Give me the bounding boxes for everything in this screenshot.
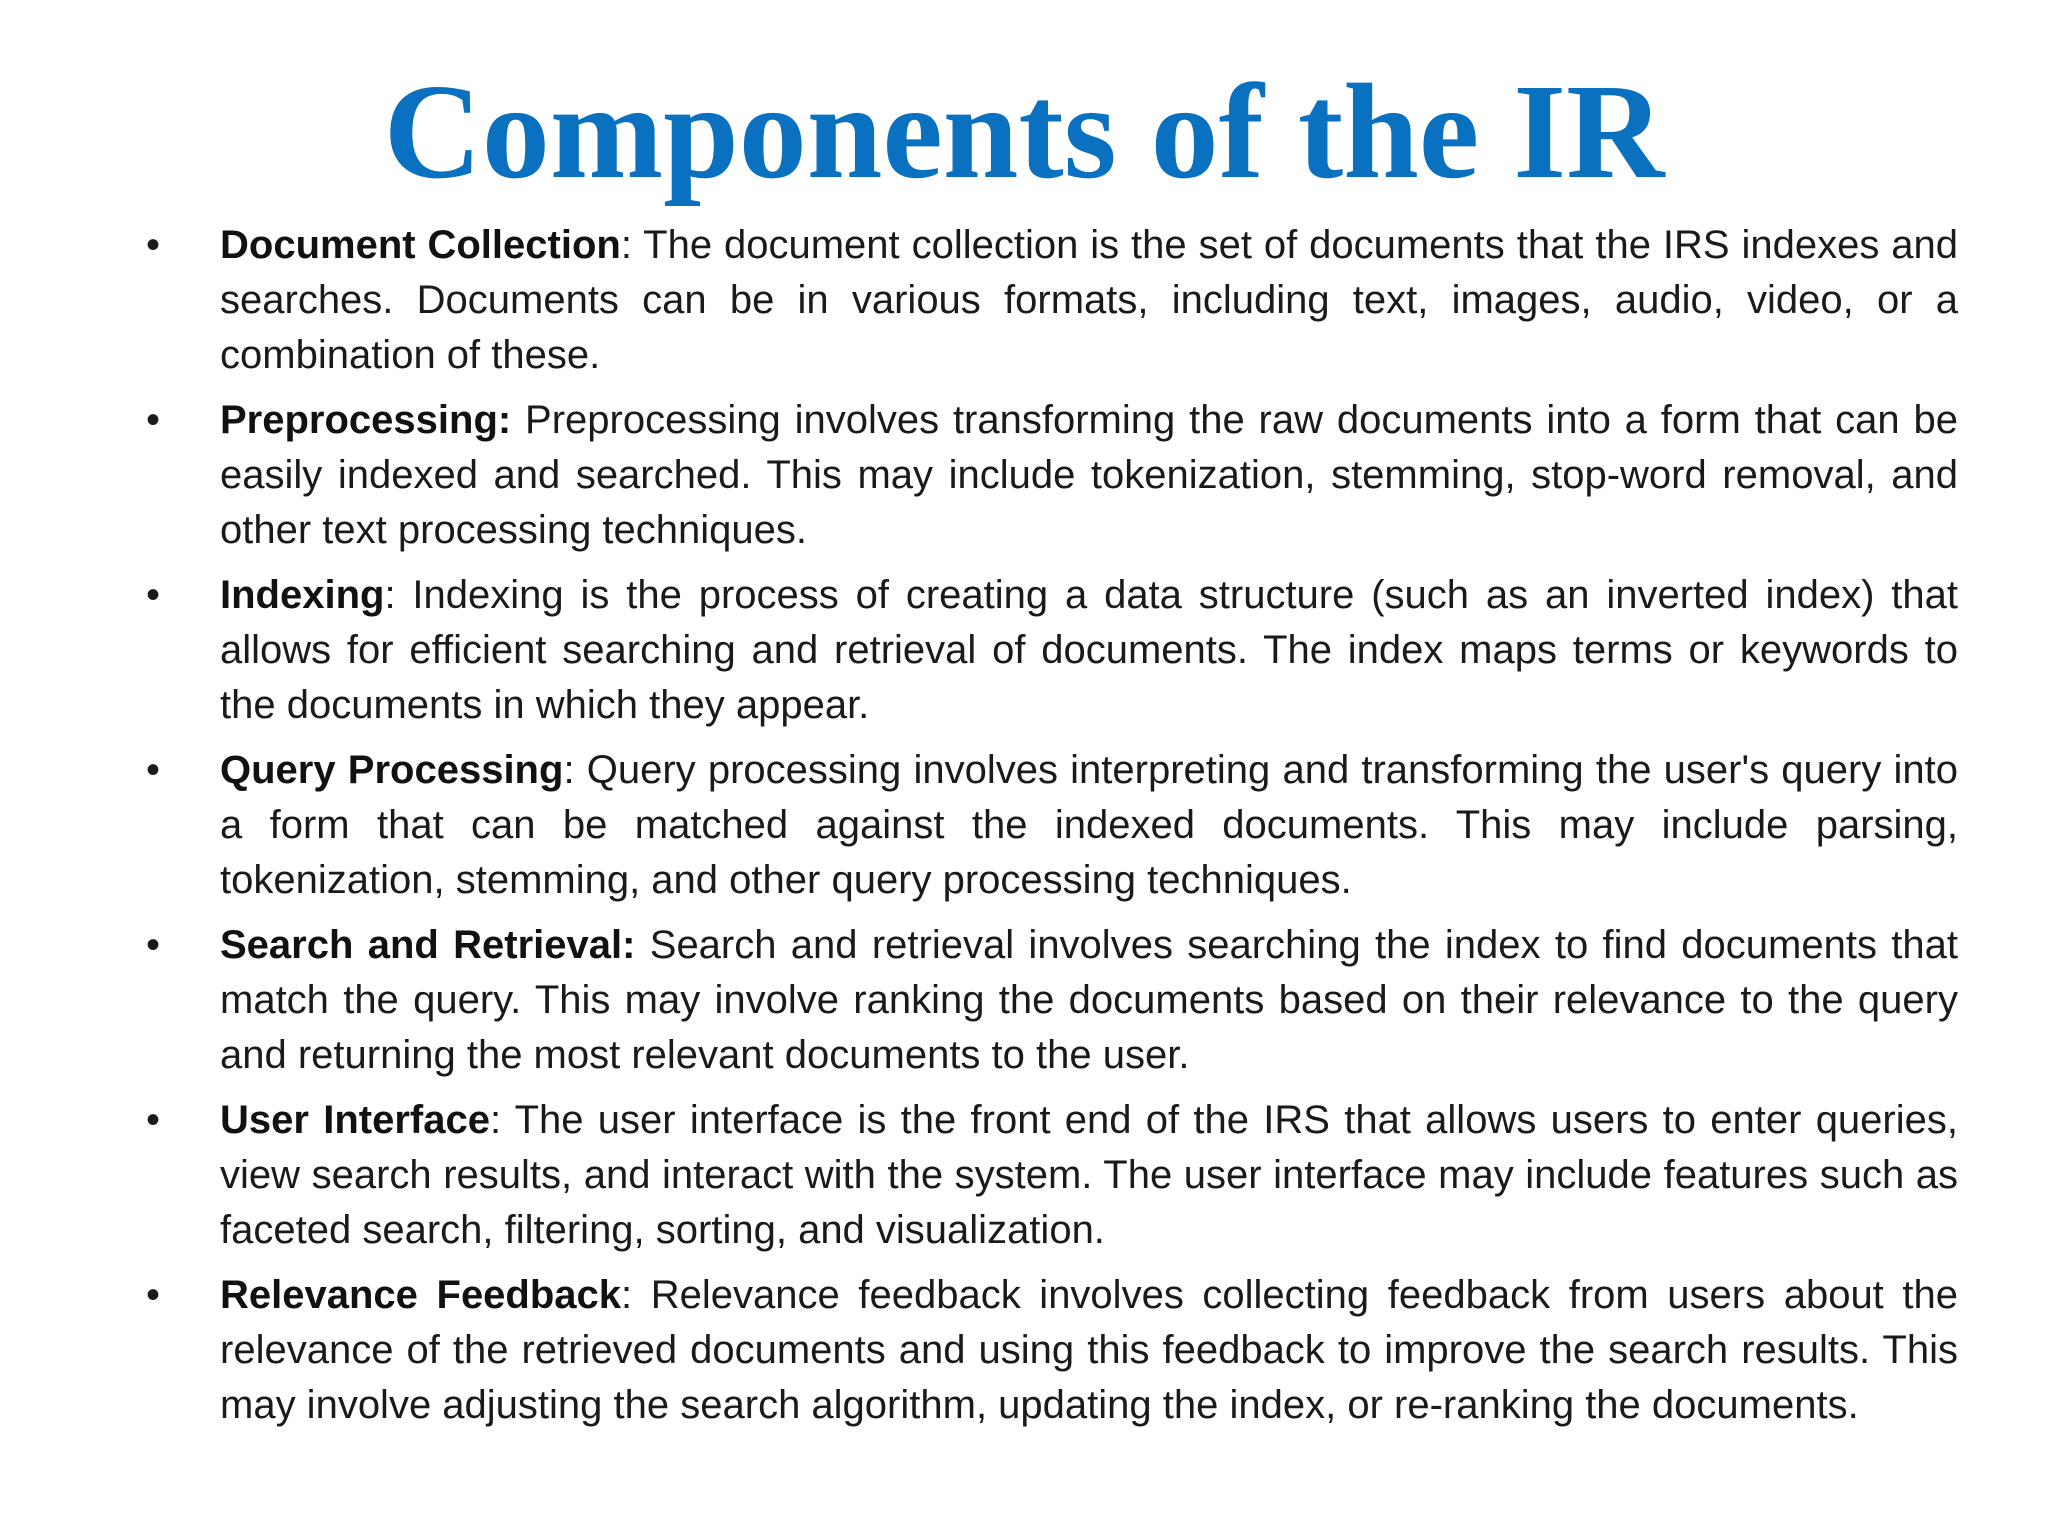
bullet-term: Search and Retrieval: xyxy=(220,923,636,967)
bullet-text: Query processing involves interpreting and transforming the user's query into a form that can be matched against the indexed documents. This may include parsing, tokenization, stemming, and other query processing techniques. xyxy=(220,748,1958,902)
bullet-icon: • xyxy=(146,748,161,792)
bullet-separator: : xyxy=(563,748,575,792)
bullet-term: Document Collection xyxy=(220,223,621,267)
bullet-text: Indexing is the process of creating a data structure (such as an inverted index) that allows for efficient searching and retrieval of documents. The index maps terms or keywords to the documents in which they appear. xyxy=(220,573,1958,727)
bullet-separator: : xyxy=(621,1273,633,1317)
bullet-text: The user interface is the front end of the IRS that allows users to enter queries, view search results, and interact with the system. The user interface may include features such as faceted search, filtering, sorting, and visualization. xyxy=(220,1098,1958,1252)
bullet-term: Relevance Feedback xyxy=(220,1273,622,1317)
bullet-item-document-collection xyxy=(140,218,1958,383)
bullet-term: User Interface xyxy=(220,1098,490,1142)
bullet-item-preprocessing xyxy=(140,393,1958,558)
bullet-separator: : xyxy=(620,223,632,267)
bullet-icon: • xyxy=(146,1273,161,1317)
bullet-text: Search and retrieval involves searching the index to find documents that match the query. This may involve ranking the documents based on their relevance to the query and returning the most relevant documents to the user. xyxy=(220,923,1958,1077)
bullet-text: Relevance feedback involves collecting feedback from users about the relevance of the retrieved documents and using this feedback to improve the search results. This may involve adjusting the search algorithm, updating the index, or re-ranking the documents. xyxy=(220,1273,1958,1427)
bullet-separator: : xyxy=(489,1098,502,1142)
bullet-icon: • xyxy=(146,923,161,967)
bullet-term: Query Processing xyxy=(220,748,564,792)
bullet-icon: • xyxy=(146,573,161,617)
bullet-text: Preprocessing involves transforming the raw documents into a form that can be easily indexed and searched. This may include tokenization, stemming, stop-word removal, and other text processing techniques. xyxy=(220,398,1958,552)
bullet-icon: • xyxy=(146,223,161,267)
bullet-icon: • xyxy=(146,1098,161,1142)
bullet-separator: : xyxy=(384,573,396,617)
bullet-term: Indexing xyxy=(220,573,385,617)
bullet-item-relevance-feedback xyxy=(140,1268,1958,1433)
bullet-item-indexing xyxy=(140,568,1958,733)
slide-title: Components of the IR xyxy=(383,57,1665,207)
bullet-item-search-and-retrieval xyxy=(140,918,1958,1083)
bullet-list xyxy=(140,218,1958,1443)
bullet-icon: • xyxy=(146,398,161,442)
bullet-term: Preprocessing: xyxy=(220,398,512,442)
bullet-item-user-interface xyxy=(140,1093,1958,1258)
bullet-item-query-processing xyxy=(140,743,1958,908)
bullet-text: The document collection is the set of documents that the IRS indexes and searches. Documents can be in various formats, including text, images, audio, video, or a combination of these. xyxy=(220,223,1958,377)
